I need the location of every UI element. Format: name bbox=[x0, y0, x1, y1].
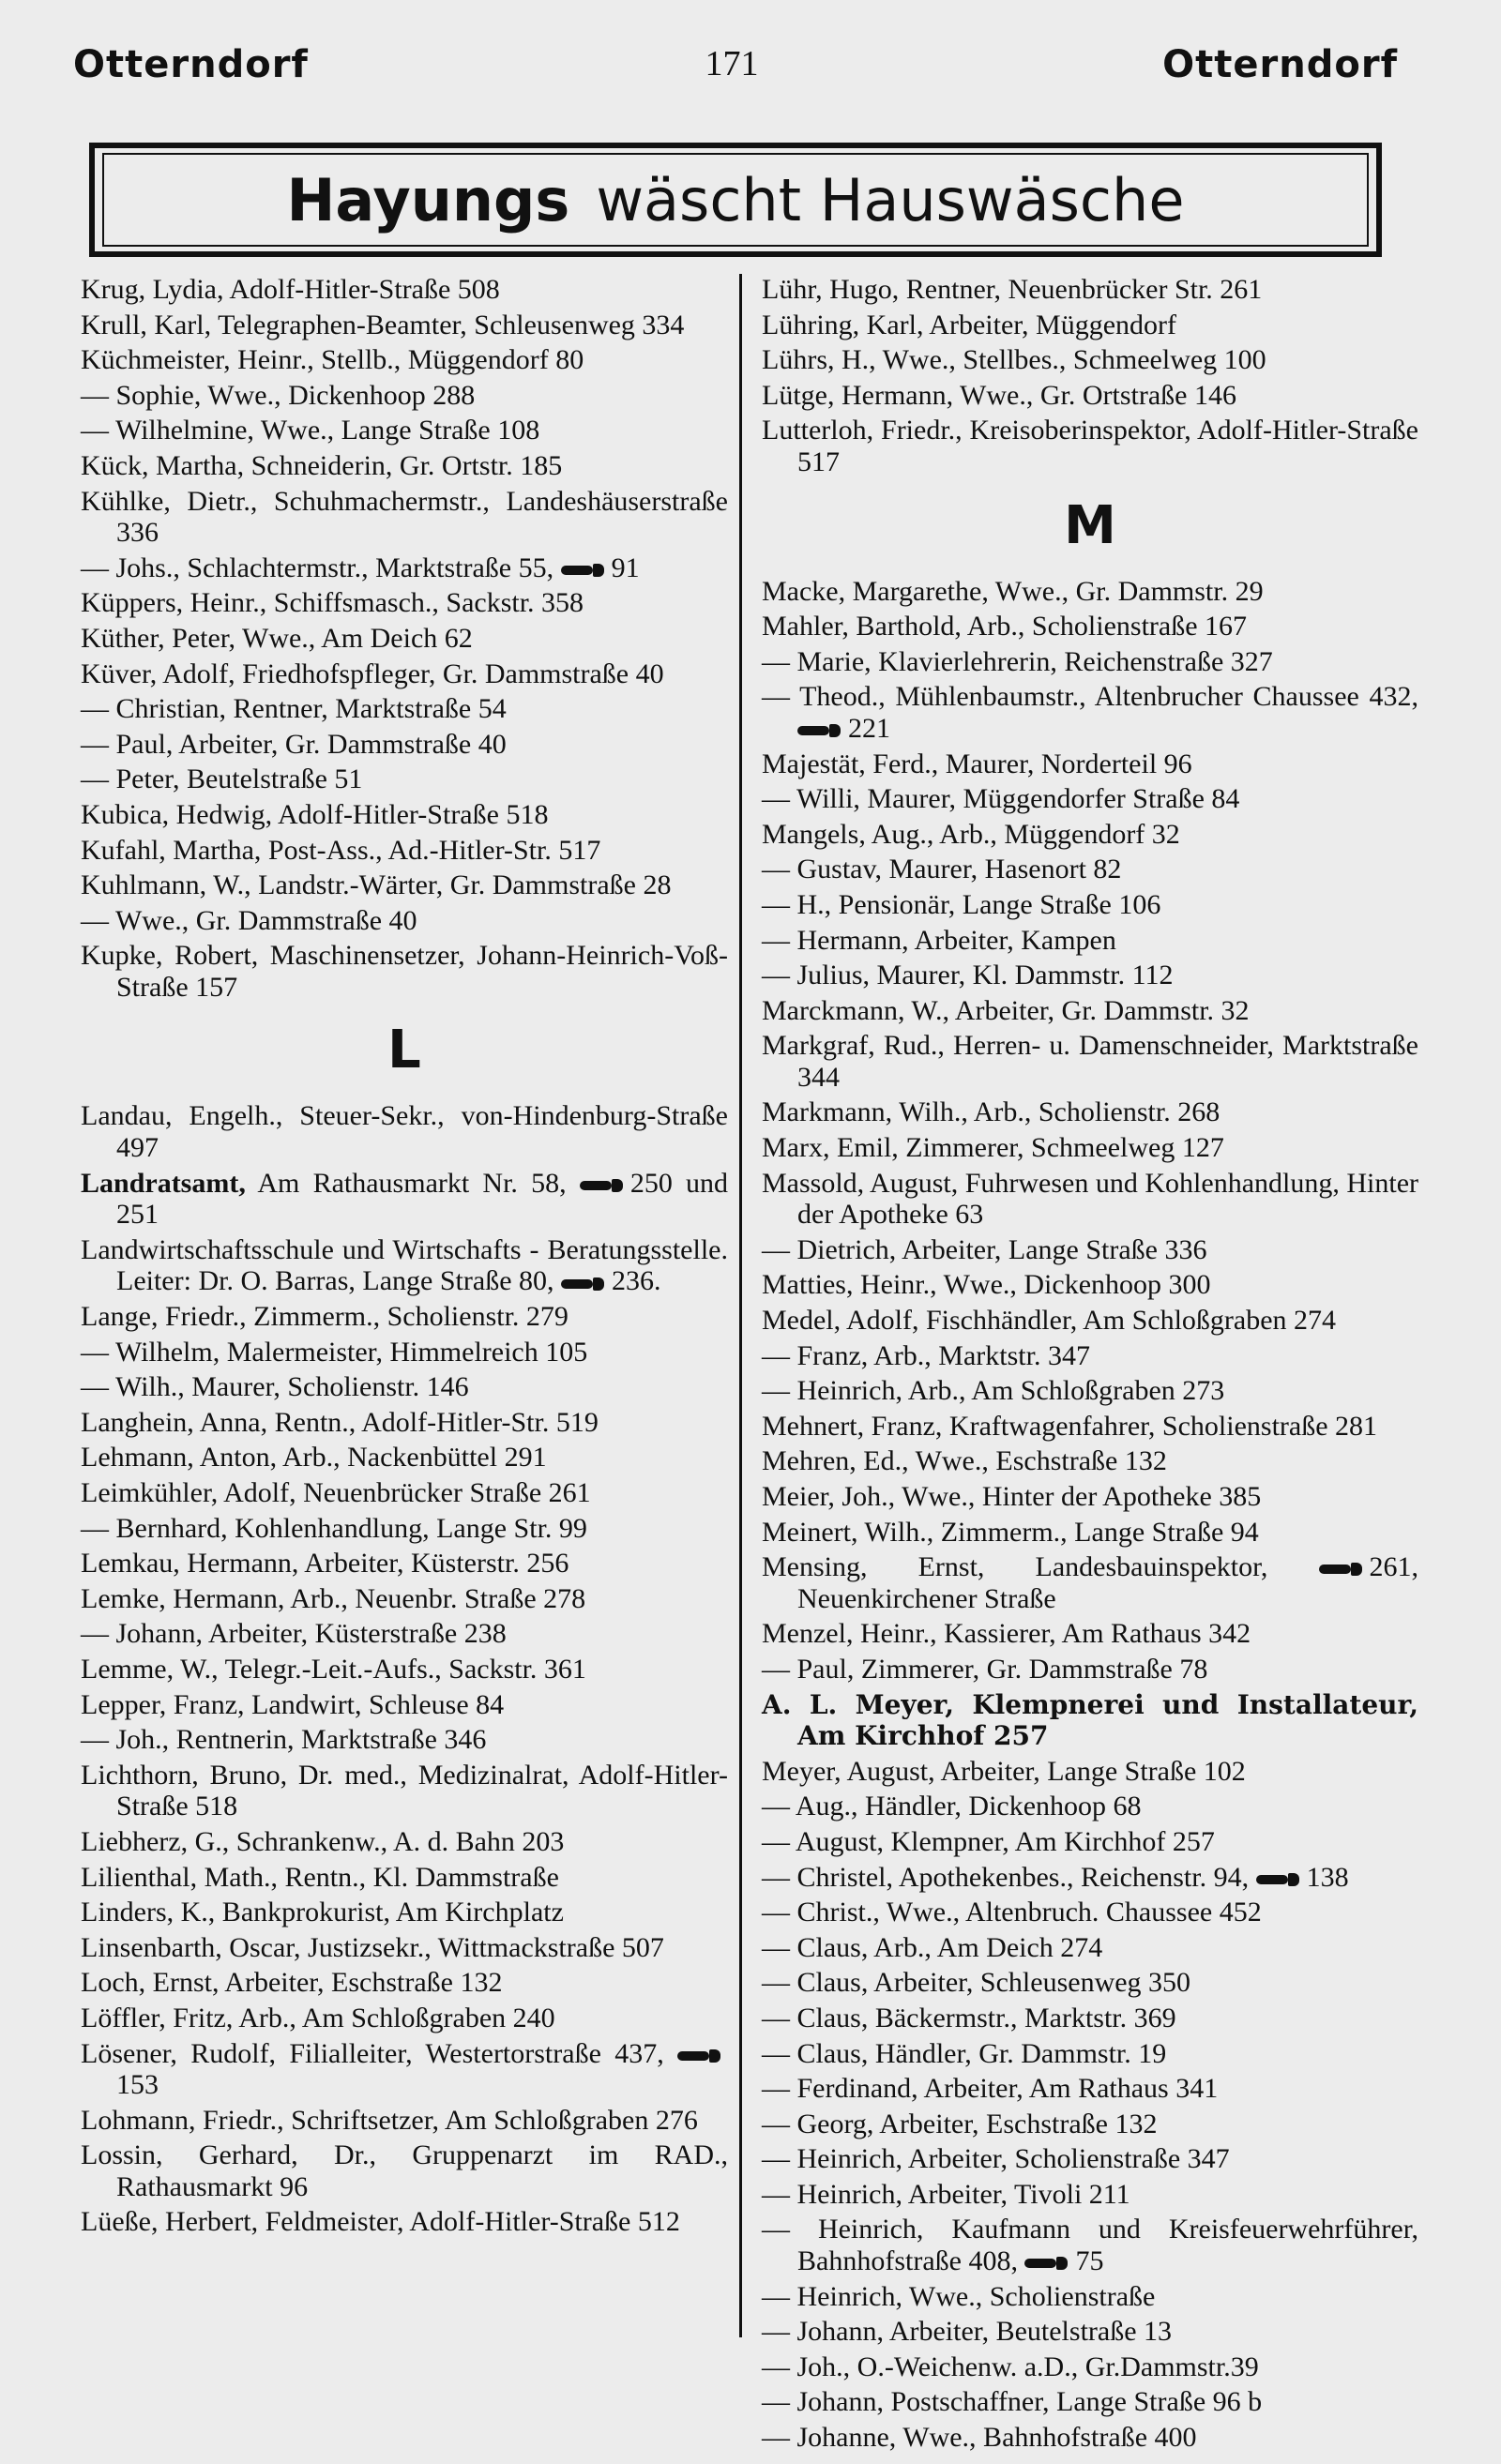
directory-entry bbox=[762, 1517, 1418, 1549]
entry-text: Mensing, Ernst, Landesbauinspektor, bbox=[762, 1551, 1268, 1583]
firm-entry bbox=[762, 1689, 1418, 1752]
entry-text: — Willi, Maurer, Müggendorfer Straße 84 bbox=[762, 783, 1240, 815]
entry-phone: 250 und 251 bbox=[116, 1167, 729, 1231]
advertisement-inner bbox=[102, 153, 1369, 247]
telephone-icon bbox=[580, 1179, 623, 1192]
directory-entry bbox=[81, 2139, 728, 2202]
directory-entry bbox=[81, 1442, 728, 1474]
directory-entry bbox=[81, 486, 728, 549]
directory-entry bbox=[81, 1967, 728, 1999]
directory-entry bbox=[762, 1234, 1418, 1266]
directory-entry bbox=[81, 344, 728, 376]
directory-entry bbox=[762, 1375, 1418, 1407]
directory-entry bbox=[762, 415, 1418, 477]
directory-entry bbox=[762, 1756, 1418, 1788]
directory-entry bbox=[762, 1411, 1418, 1443]
directory-entry bbox=[762, 344, 1418, 376]
directory-entry bbox=[762, 889, 1418, 921]
directory-entry bbox=[762, 1932, 1418, 1964]
section-letter: M bbox=[1064, 494, 1116, 556]
entry-text: — Claus, Arb., Am Deich 274 bbox=[762, 1931, 1103, 1963]
entry-text: Massold, August, Fuhrwesen und Kohlenhandlung, Hinter der Apotheke 63 bbox=[762, 1167, 1418, 1231]
entry-text: — Johanne, Wwe., Bahnhofstraße 400 bbox=[762, 2422, 1197, 2454]
entry-text: — Wwe., Gr. Dammstraße 40 bbox=[81, 904, 417, 936]
header-town-right: Otterndorf bbox=[1162, 43, 1398, 86]
entry-text: — Heinrich, Arbeiter, Tivoli 211 bbox=[762, 2178, 1130, 2210]
directory-entry bbox=[81, 1301, 728, 1333]
entry-text: Lilienthal, Math., Rentn., Kl. Dammstraße bbox=[81, 1861, 559, 1893]
telephone-icon bbox=[677, 2049, 720, 2063]
entry-text: Lemme, W., Telegr.-Leit.-Aufs., Sackstr. 361 bbox=[81, 1653, 586, 1685]
entry-text: Langhein, Anna, Rentn., Adolf-Hitler-Str. 519 bbox=[81, 1406, 599, 1438]
directory-entry bbox=[81, 1371, 728, 1403]
entry-text: Marx, Emil, Zimmerer, Schmeelweg 127 bbox=[762, 1132, 1224, 1164]
directory-entry bbox=[762, 2386, 1418, 2418]
entry-text: — Christel, Apothekenbes., Reichenstr. 94, bbox=[762, 1861, 1250, 1893]
entry-text: — Joh., Rentnerin, Marktstraße 346 bbox=[81, 1724, 487, 1756]
telephone-icon bbox=[561, 1277, 604, 1291]
directory-entry bbox=[762, 274, 1418, 306]
directory-entry bbox=[81, 658, 728, 690]
entry-text: Löffler, Fritz, Arb., Am Schloßgraben 240 bbox=[81, 2002, 555, 2033]
directory-entry bbox=[81, 1760, 728, 1822]
directory-entry bbox=[81, 1583, 728, 1615]
entry-text: — Claus, Arbeiter, Schleusenweg 350 bbox=[762, 1967, 1191, 1999]
directory-entry bbox=[762, 2109, 1418, 2140]
entry-text: — Johann, Arbeiter, Küsterstraße 238 bbox=[81, 1618, 507, 1650]
directory-entry bbox=[81, 1724, 728, 1756]
directory-entry bbox=[81, 1234, 728, 1297]
entry-text: — Wilh., Maurer, Scholienstr. 146 bbox=[81, 1371, 469, 1403]
section-letter: L bbox=[387, 1020, 421, 1081]
directory-entry bbox=[762, 2281, 1418, 2313]
directory-entry bbox=[81, 1477, 728, 1509]
entry-text: Kufahl, Martha, Post-Ass., Ad.-Hitler-Str. 517 bbox=[81, 834, 601, 866]
entry-text: Markmann, Wilh., Arb., Scholienstr. 268 bbox=[762, 1096, 1221, 1128]
directory-entry bbox=[81, 1654, 728, 1685]
directory-entry bbox=[762, 1967, 1418, 1999]
entry-text: — Johann, Arbeiter, Beutelstraße 13 bbox=[762, 2316, 1173, 2348]
column-divider bbox=[739, 274, 742, 2337]
ad-slogan: wäscht Hauswäsche bbox=[596, 165, 1185, 234]
entry-text: — Paul, Zimmerer, Gr. Dammstraße 78 bbox=[762, 1653, 1208, 1685]
directory-entry bbox=[762, 1862, 1418, 1894]
entry-text: — Gustav, Maurer, Hasenort 82 bbox=[762, 854, 1122, 885]
entry-text: Kühlke, Dietr., Schuhmachermstr., Landeshäuserstraße 336 bbox=[81, 485, 728, 549]
directory-entry bbox=[762, 1340, 1418, 1372]
directory-entry bbox=[762, 2179, 1418, 2211]
telephone-icon bbox=[1319, 1563, 1362, 1576]
entry-text: Meier, Joh., Wwe., Hinter der Apotheke 385 bbox=[762, 1481, 1262, 1512]
entry-text: — Claus, Bäckermstr., Marktstr. 369 bbox=[762, 2002, 1176, 2033]
entry-text: Lösener, Rudolf, Filialleiter, Westertorstraße 437, bbox=[81, 2037, 664, 2069]
entry-text: Leimkühler, Adolf, Neuenbrücker Straße 261 bbox=[81, 1477, 591, 1508]
entry-text: — August, Klempner, Am Kirchhof 257 bbox=[762, 1825, 1215, 1857]
entry-text: Küchmeister, Heinr., Stellb., Müggendorf 80 bbox=[81, 344, 584, 376]
entry-text: — Johs., Schlachtermstr., Marktstraße 55, bbox=[81, 552, 554, 583]
directory-entry bbox=[81, 450, 728, 482]
entry-text: Landau, Engelh., Steuer-Sekr., von-Hindenburg-Straße 497 bbox=[81, 1100, 728, 1164]
entry-text: Linders, K., Bankprokurist, Am Kirchplatz bbox=[81, 1897, 564, 1928]
directory-entry bbox=[81, 763, 728, 795]
directory-entry bbox=[81, 1618, 728, 1650]
entry-text: — Claus, Händler, Gr. Dammstr. 19 bbox=[762, 2037, 1167, 2069]
directory-entry bbox=[762, 1551, 1418, 1614]
entry-phone: 261, Neuenkirchener Straße bbox=[797, 1551, 1418, 1614]
entry-text: Meyer, August, Arbeiter, Lange Straße 102 bbox=[762, 1755, 1246, 1787]
directory-entry bbox=[762, 1481, 1418, 1513]
directory-entry bbox=[81, 693, 728, 725]
entry-phone: 153 bbox=[116, 2069, 159, 2101]
advertisement-box bbox=[89, 143, 1382, 257]
directory-entry bbox=[81, 310, 728, 341]
entry-text: Mehren, Ed., Wwe., Eschstraße 132 bbox=[762, 1445, 1167, 1477]
directory-entry bbox=[762, 1826, 1418, 1858]
directory-entry bbox=[81, 1337, 728, 1368]
entry-text: Markgraf, Rud., Herren- u. Damenschneider, Marktstraße 344 bbox=[762, 1030, 1418, 1093]
entry-text: Majestät, Ferd., Maurer, Norderteil 96 bbox=[762, 748, 1192, 779]
directory-entry bbox=[81, 905, 728, 937]
directory-entry bbox=[762, 1168, 1418, 1231]
directory-entry bbox=[81, 799, 728, 831]
entry-text: Küppers, Heinr., Schiffsmasch., Sackstr. 358 bbox=[81, 587, 584, 619]
entry-text: Krull, Karl, Telegraphen-Beamter, Schleusenweg 334 bbox=[81, 309, 685, 340]
entry-text: Linsenbarth, Oscar, Justizsekr., Wittmackstraße 507 bbox=[81, 1931, 664, 1963]
directory-entry bbox=[762, 1096, 1418, 1128]
entry-phone: 236. bbox=[612, 1265, 661, 1297]
entry-text: Lange, Friedr., Zimmerm., Scholienstr. 279 bbox=[81, 1301, 569, 1333]
entry-text: Landwirtschaftsschule und Wirtschafts - Beratungsstelle. Leiter: Dr. O. Barras, Lange Straße 80, bbox=[81, 1233, 728, 1297]
entry-text: Medel, Adolf, Fischhändler, Am Schloßgraben 274 bbox=[762, 1305, 1337, 1337]
entry-text: Am Rathausmarkt Nr. 58, bbox=[245, 1167, 567, 1199]
directory-entry bbox=[81, 869, 728, 901]
directory-entry bbox=[762, 925, 1418, 957]
entry-text: — Heinrich, Wwe., Scholienstraße bbox=[762, 2280, 1156, 2312]
entry-text: — Hermann, Arbeiter, Kampen bbox=[762, 924, 1116, 956]
telephone-icon bbox=[1024, 2257, 1068, 2270]
directory-entry bbox=[81, 623, 728, 655]
entry-text: Lühring, Karl, Arbeiter, Müggendorf bbox=[762, 309, 1177, 340]
entry-text: Mehnert, Franz, Kraftwagenfahrer, Scholienstraße 281 bbox=[762, 1410, 1378, 1442]
entry-text: Lüeße, Herbert, Feldmeister, Adolf-Hitler-Straße 512 bbox=[81, 2206, 680, 2238]
entry-text: — Sophie, Wwe., Dickenhoop 288 bbox=[81, 379, 476, 411]
directory-entry bbox=[81, 2003, 728, 2034]
directory-entry bbox=[81, 415, 728, 446]
directory-entry bbox=[762, 748, 1418, 780]
entry-text: — Ferdinand, Arbeiter, Am Rathaus 341 bbox=[762, 2073, 1219, 2105]
directory-entry bbox=[762, 576, 1418, 608]
entry-text: — Christ., Wwe., Altenbruch. Chaussee 452 bbox=[762, 1897, 1262, 1928]
entry-text: — Theod., Mühlenbaumstr., Altenbrucher Chaussee 432, bbox=[762, 681, 1418, 713]
entry-text: — Johann, Postschaffner, Lange Straße 96 b bbox=[762, 2386, 1263, 2418]
entry-text: Lichthorn, Bruno, Dr. med., Medizinalrat, Adolf-Hitler-Straße 518 bbox=[81, 1759, 728, 1822]
entry-text: Lepper, Franz, Landwirt, Schleuse 84 bbox=[81, 1688, 505, 1720]
directory-entry bbox=[81, 1862, 728, 1894]
directory-entry bbox=[762, 1132, 1418, 1164]
running-head bbox=[66, 38, 1398, 94]
directory-entry bbox=[762, 1305, 1418, 1337]
directory-entry bbox=[81, 2105, 728, 2137]
entry-text: Lemkau, Hermann, Arbeiter, Küsterstr. 256 bbox=[81, 1548, 569, 1580]
directory-entry bbox=[762, 960, 1418, 991]
directory-entry bbox=[762, 2422, 1418, 2454]
directory-entry bbox=[81, 835, 728, 867]
directory-entry bbox=[762, 1030, 1418, 1093]
entry-text: — Christian, Rentner, Marktstraße 54 bbox=[81, 693, 507, 725]
entry-text: Küver, Adolf, Friedhofspfleger, Gr. Dammstraße 40 bbox=[81, 658, 664, 689]
directory-entry bbox=[81, 274, 728, 306]
entry-text: — Georg, Arbeiter, Eschstraße 132 bbox=[762, 2108, 1158, 2139]
entry-text: — Paul, Arbeiter, Gr. Dammstraße 40 bbox=[81, 728, 507, 760]
right-column bbox=[762, 274, 1418, 2457]
directory-entry bbox=[81, 2206, 728, 2238]
directory-entry bbox=[81, 1513, 728, 1545]
directory-entry bbox=[81, 729, 728, 761]
directory-entry bbox=[81, 1689, 728, 1721]
directory-entry bbox=[81, 380, 728, 412]
entry-phone: 138 bbox=[1306, 1861, 1349, 1893]
directory-entry bbox=[762, 854, 1418, 885]
entry-text: — Heinrich, Arb., Am Schloßgraben 273 bbox=[762, 1375, 1225, 1407]
telephone-icon bbox=[561, 564, 604, 577]
entry-text: Lütge, Hermann, Wwe., Gr. Ortstraße 146 bbox=[762, 379, 1236, 411]
entry-text: Mangels, Aug., Arb., Müggendorf 32 bbox=[762, 818, 1180, 850]
entry-text: — Bernhard, Kohlenhandlung, Lange Str. 99 bbox=[81, 1512, 587, 1544]
directory-entry bbox=[81, 1100, 728, 1163]
entry-text: — Wilhelmine, Wwe., Lange Straße 108 bbox=[81, 415, 540, 446]
directory-entry bbox=[762, 819, 1418, 851]
directory-entry bbox=[762, 1269, 1418, 1301]
entry-text: — Joh., O.-Weichenw. a.D., Gr.Dammstr.39 bbox=[762, 2351, 1259, 2382]
entry-text: — H., Pensionär, Lange Straße 106 bbox=[762, 888, 1161, 920]
entry-text: Lührs, H., Wwe., Stellbes., Schmeelweg 100 bbox=[762, 344, 1266, 376]
entry-text: Meinert, Wilh., Zimmerm., Lange Straße 94 bbox=[762, 1516, 1259, 1548]
header-town-left: Otterndorf bbox=[73, 43, 309, 86]
directory-entry bbox=[81, 1826, 728, 1858]
entry-text: Lehmann, Anton, Arb., Nackenbüttel 291 bbox=[81, 1442, 547, 1474]
entry-text: — Peter, Beutelstraße 51 bbox=[81, 763, 363, 795]
entry-text: Kupke, Robert, Maschinensetzer, Johann-Heinrich-Voß-Straße 157 bbox=[81, 940, 728, 1003]
directory-entry bbox=[762, 681, 1418, 744]
entry-phone: 75 bbox=[1075, 2245, 1104, 2277]
entry-text: Matties, Heinr., Wwe., Dickenhoop 300 bbox=[762, 1269, 1211, 1301]
entry-text: Mahler, Barthold, Arb., Scholienstraße 167 bbox=[762, 611, 1248, 642]
entry-text: Lossin, Gerhard, Dr., Gruppenarzt im RAD., Rathausmarkt 96 bbox=[81, 2139, 728, 2202]
entry-text: Lemke, Hermann, Arb., Neuenbr. Straße 278 bbox=[81, 1582, 586, 1614]
entry-text: Marckmann, W., Arbeiter, Gr. Dammstr. 32 bbox=[762, 994, 1250, 1026]
directory-entry bbox=[81, 1897, 728, 1928]
telephone-icon bbox=[1256, 1873, 1299, 1886]
telephone-icon bbox=[797, 724, 841, 737]
left-column bbox=[81, 274, 728, 2242]
entry-text: Lohmann, Friedr., Schriftsetzer, Am Schloßgraben 276 bbox=[81, 2104, 698, 2136]
entry-name-bold: Landratsamt, bbox=[81, 1167, 246, 1199]
directory-entry bbox=[762, 2003, 1418, 2034]
directory-entry bbox=[81, 1548, 728, 1580]
entry-firm: A. L. Meyer, Klempnerei und Installateur, Am Kirchhof 257 bbox=[762, 1688, 1418, 1752]
entry-text: — Julius, Maurer, Kl. Dammstr. 112 bbox=[762, 960, 1174, 991]
directory-entry bbox=[81, 552, 728, 584]
entry-text: Liebherz, G., Schrankenw., A. d. Bahn 203 bbox=[81, 1825, 565, 1857]
entry-text: Kubica, Hedwig, Adolf-Hitler-Straße 518 bbox=[81, 798, 549, 830]
directory-entry bbox=[762, 380, 1418, 412]
directory-entry bbox=[762, 2214, 1418, 2276]
entry-text: Küther, Peter, Wwe., Am Deich 62 bbox=[81, 622, 473, 654]
entry-text: — Marie, Klavierlehrerin, Reichenstraße 327 bbox=[762, 645, 1273, 677]
entry-text: Kuhlmann, W., Landstr.-Wärter, Gr. Dammstraße 28 bbox=[81, 869, 672, 901]
directory-entry bbox=[762, 310, 1418, 341]
entry-phone: 91 bbox=[611, 552, 640, 583]
entry-text: — Aug., Händler, Dickenhoop 68 bbox=[762, 1791, 1142, 1822]
directory-entry bbox=[762, 2351, 1418, 2383]
directory-entry bbox=[81, 587, 728, 619]
directory-entry bbox=[762, 611, 1418, 642]
directory-entry bbox=[762, 2073, 1418, 2105]
directory-entry bbox=[81, 2038, 728, 2101]
entry-text: — Dietrich, Arbeiter, Lange Straße 336 bbox=[762, 1233, 1207, 1265]
entry-text: Krug, Lydia, Adolf-Hitler-Straße 508 bbox=[81, 274, 500, 305]
directory-entry bbox=[762, 646, 1418, 678]
entry-text: Menzel, Heinr., Kassierer, Am Rathaus 342 bbox=[762, 1618, 1251, 1650]
entry-text: Kück, Martha, Schneiderin, Gr. Ortstr. 185 bbox=[81, 449, 563, 481]
directory-entry bbox=[762, 995, 1418, 1027]
directory-entry bbox=[81, 1407, 728, 1439]
directory-entry bbox=[762, 1791, 1418, 1822]
entry-text: — Franz, Arb., Marktstr. 347 bbox=[762, 1339, 1090, 1371]
directory-entry bbox=[81, 1932, 728, 1964]
directory-entry bbox=[762, 1445, 1418, 1477]
page-number: 171 bbox=[705, 44, 759, 83]
directory-entry bbox=[762, 2316, 1418, 2348]
entry-phone: 221 bbox=[848, 712, 890, 744]
ad-brand: Hayungs bbox=[286, 165, 570, 234]
entry-text: — Heinrich, Arbeiter, Scholienstraße 347 bbox=[762, 2143, 1230, 2175]
entry-text: — Heinrich, Kaufmann und Kreisfeuerwehrführer, Bahnhofstraße 408, bbox=[762, 2214, 1418, 2277]
entry-text: Macke, Margarethe, Wwe., Gr. Dammstr. 29 bbox=[762, 575, 1264, 607]
entry-text: Loch, Ernst, Arbeiter, Eschstraße 132 bbox=[81, 1967, 503, 1999]
entry-text: Lühr, Hugo, Rentner, Neuenbrücker Str. 261 bbox=[762, 274, 1263, 305]
directory-entry bbox=[81, 1168, 728, 1231]
entry-text: Lutterloh, Friedr., Kreisoberinspektor, Adolf-Hitler-Straße 517 bbox=[762, 415, 1418, 477]
entry-text: — Wilhelm, Malermeister, Himmelreich 105 bbox=[81, 1336, 588, 1368]
directory-entry bbox=[762, 1618, 1418, 1650]
directory-entry bbox=[762, 1654, 1418, 1685]
directory-entry bbox=[762, 2038, 1418, 2070]
directory-entry bbox=[762, 1897, 1418, 1928]
directory-entry bbox=[762, 2143, 1418, 2175]
directory-entry bbox=[81, 940, 728, 1003]
directory-entry bbox=[762, 783, 1418, 815]
